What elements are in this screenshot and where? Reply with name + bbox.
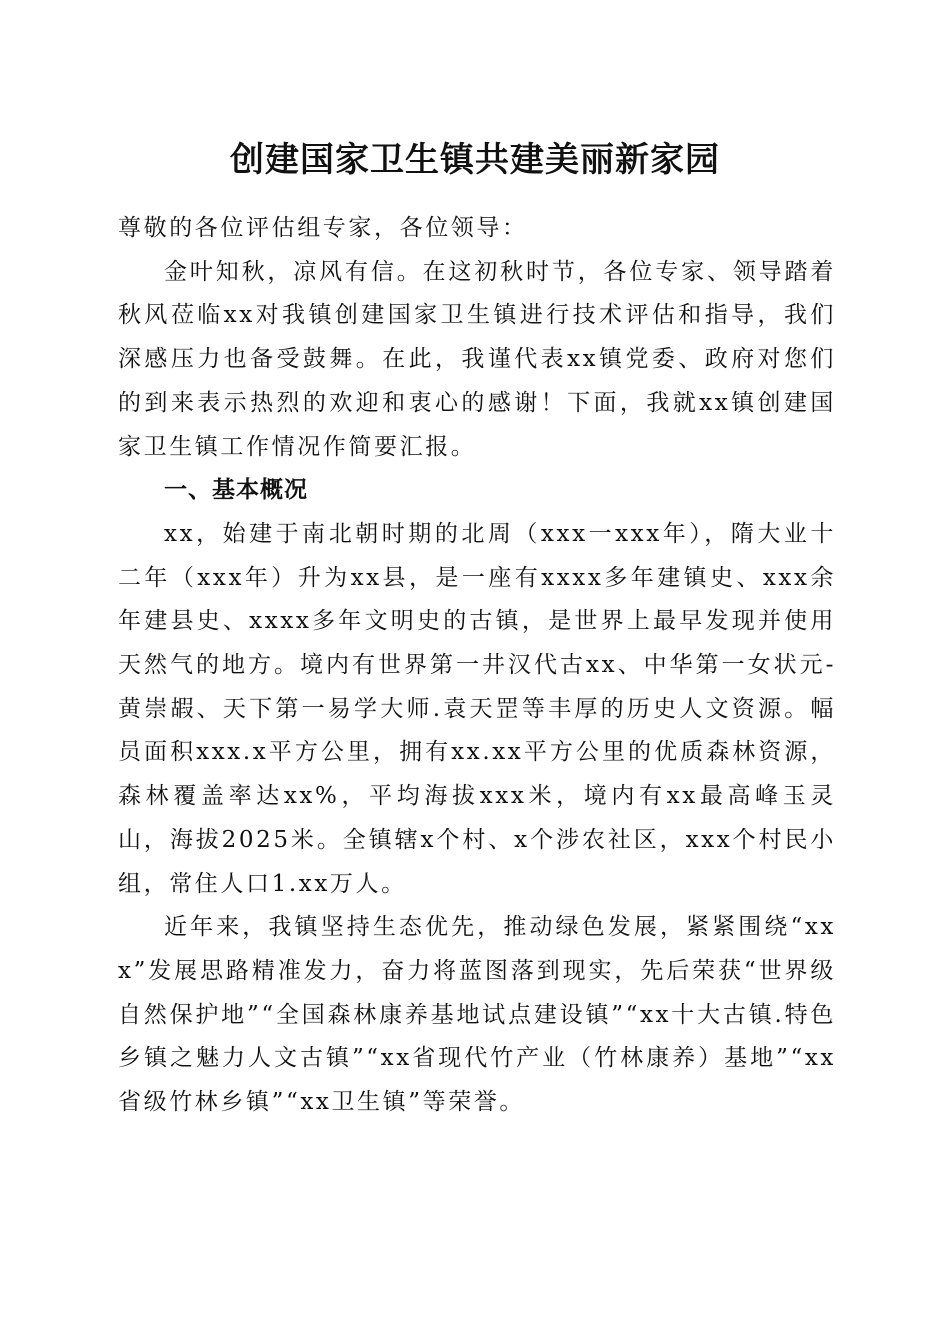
document-body bbox=[118, 207, 836, 1125]
intro-paragraph: 金叶知秋，凉风有信。在这初秋时节，各位专家、领导踏着秋风莅临xx对我镇创建国家卫生镇进行技术评估和指导，我们深感压力也备受鼓舞。在此，我谨代表xx镇党委、政府对您们的到来表示热烈的欢迎和衷心的感谢！下面，我就xx镇创建国家卫生镇工作情况作简要汇报。 bbox=[118, 258, 836, 460]
section-heading: 一、基本概况 bbox=[164, 477, 308, 504]
overview-paragraph: xx，始建于南北朝时期的北周（xxx一xxx年），隋大业十二年（xxx年）升为xx县，是一座有xxxx多年建镇史、xxx余年建县史、xxxx多年文明史的古镇，是世界上最早发现并使用天然气的地方。境内有世界第一井汉代古xx、中华第一女状元-黄崇嘏、天下第一易学大师.袁天罡等丰厚的历史人文资源。幅员面积xxx.x平方公里，拥有xx.xx平方公里的优质森林资源，森林覆盖率达xx%，平均海拔xxx米，境内有xx最高峰玉灵山，海拔2025米。全镇辖x个村、x个涉农社区，xxx个村民小组，常住人口1.xx万人。 bbox=[118, 520, 836, 897]
document-title: 创建国家卫生镇共建美丽新家园 bbox=[230, 140, 720, 180]
recent-achievements-paragraph: 近年来，我镇坚持生态优先，推动绿色发展，紧紧围绕“xxx”发展思路精准发力，奋力将蓝图落到现实，先后荣获“世界级自然保护地”“全国森林康养基地试点建设镇”“xx十大古镇.特色乡镇之魅力人文古镇”“xx省现代竹产业（竹林康养）基地”“xx省级竹林乡镇”“xx卫生镇”等荣誉。 bbox=[118, 914, 836, 1116]
salutation: 尊敬的各位评估组专家，各位领导： bbox=[118, 215, 528, 241]
